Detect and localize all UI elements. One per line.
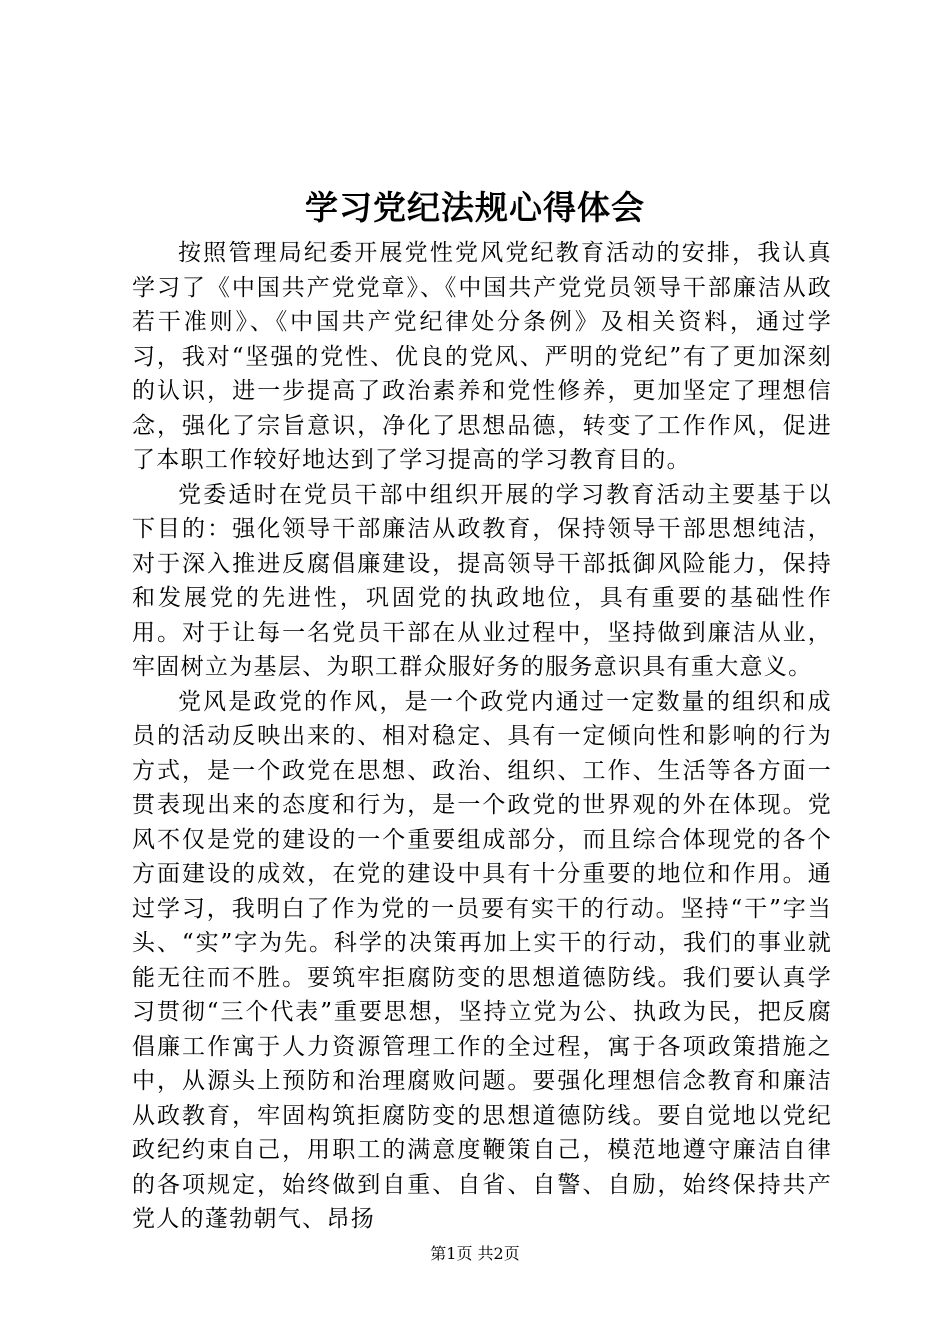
paragraph-3: 党风是政党的作风，是一个政党内通过一定数量的组织和成员的活动反映出来的、相对稳定、具有一定倾向性和影响的行为方式，是一个政党在思想、政治、组织、工作、生活等各方面一贯表现出来的态度和行为，是一个政党的世界观的外在体现。党风不仅是党的建设的一个重要组成部分，而且综合体现党的各个方面建设的成效，在党的建设中具有十分重要的地位和作用。通过学习，我明白了作为党的一员要有实干的行动。坚持“干”字当头、“实”字为先。科学的决策再加上实干的行动，我们的事业就能无往而不胜。要筑牢拒腐防变的思想道德防线。我们要认真学习贯彻“三个代表”重要思想，坚持立党为公、执政为民，把反腐倡廉工作寓于人力资源管理工作的全过程，寓于各项政策措施之中，从源头上预防和治理腐败问题。要强化理想信念教育和廉洁从政教育，牢固构筑拒腐防变的思想道德防线。要自觉地以党纪政纪约束自己，用职工的满意度鞭策自己，模范地遵守廉洁自律的各项规定，始终做到自重、自省、自警、自励，始终保持共产党人的蓬勃朝气、昂扬 <box>132 688 832 1232</box>
document-title: 学习党纪法规心得体会 <box>305 188 645 227</box>
paragraph-1: 按照管理局纪委开展党性党风党纪教育活动的安排，我认真学习了《中国共产党党章》、《中国共产党党员领导干部廉洁从政若干准则》、《中国共产党纪律处分条例》及相关资料，通过学习，我对“坚强的党性、优良的党风、严明的党纪”有了更加深刻的认识，进一步提高了政治素养和党性修养，更加坚定了理想信念，强化了宗旨意识，净化了思想品德，转变了工作作风，促进了本职工作较好地达到了学习提高的学习教育目的。 <box>132 240 832 473</box>
document-body <box>132 236 832 1237</box>
paragraph-2: 党委适时在党员干部中组织开展的学习教育活动主要基于以下目的：强化领导干部廉洁从政教育，保持领导干部思想纯洁，对于深入推进反腐倡廉建设，提高领导干部抵御风险能力，保持和发展党的先进性，巩固党的执政地位，具有重要的基础性作用。对于让每一名党员干部在从业过程中，坚持做到廉洁从业，牢固树立为基层、为职工群众服好务的服务意识具有重大意义。 <box>132 481 832 680</box>
page-footer: 第1页 共2页 <box>430 1244 520 1263</box>
